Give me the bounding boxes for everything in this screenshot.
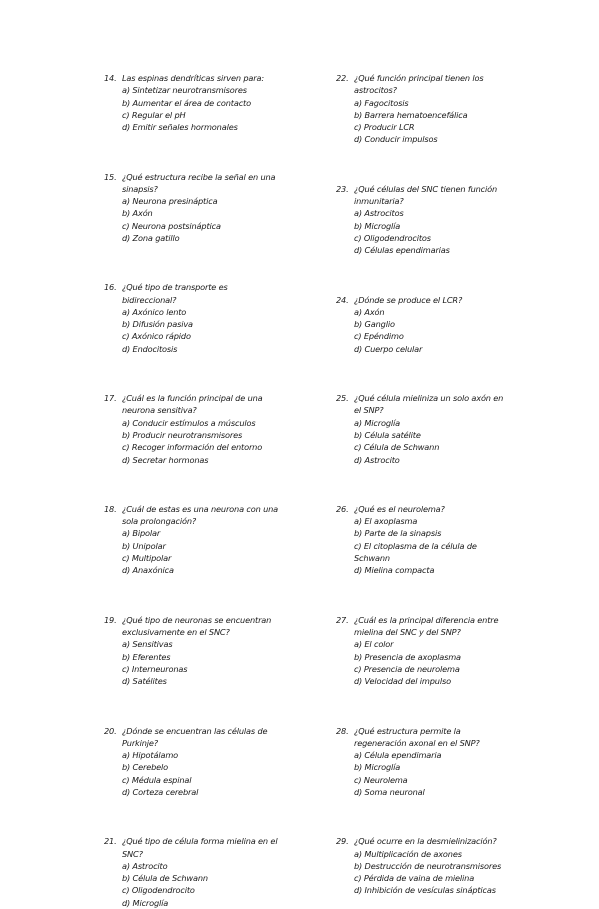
question-body	[122, 171, 324, 245]
answer-option: b) Barrera hematoencefálica	[354, 109, 468, 120]
question-stem-line: neurona sensitiva?	[122, 405, 197, 416]
answer-option: c) Regular el pH	[122, 109, 186, 120]
answer-option: c) Médula espinal	[122, 774, 192, 785]
answer-option: a) Multiplicación de axones	[354, 848, 462, 859]
question-number: 25.	[336, 393, 349, 404]
question-stem-line: ¿Qué células del SNC tienen función	[354, 183, 498, 194]
answer-option: b) Axón	[122, 208, 153, 219]
question-block	[104, 281, 324, 355]
answer-option: d) Secretar hormonas	[122, 454, 209, 465]
answer-option: c) Oligodendrocitos	[354, 232, 431, 243]
question-block	[104, 392, 324, 466]
question-stem-line: mielina del SNC y del SNP?	[354, 626, 461, 637]
question-number: 26.	[336, 503, 349, 514]
answer-option: b) Aumentar el área de contacto	[122, 97, 251, 108]
answer-option: a) Sintetizar neurotransmisores	[122, 85, 247, 96]
answer-option: b) Célula de Schwann	[122, 873, 208, 884]
question-block	[336, 392, 556, 466]
question-block	[336, 614, 556, 688]
answer-option: b) Eferentes	[122, 651, 171, 662]
question-body	[354, 72, 556, 146]
question-block	[104, 503, 324, 577]
question-body	[354, 392, 556, 466]
question-body	[354, 503, 556, 577]
question-number: 20.	[104, 725, 117, 736]
question-body	[354, 183, 556, 257]
question-stem-line: ¿Cuál es la función principal de una	[122, 393, 263, 404]
answer-option: c) Multipolar	[122, 553, 172, 564]
answer-option: c) Pérdida de vaina de mielina	[354, 873, 475, 884]
question-number: 28.	[336, 725, 349, 736]
answer-option: c) Neurolema	[354, 774, 408, 785]
answer-option: a) El color	[354, 639, 394, 650]
question-number: 19.	[104, 614, 117, 625]
question-stem-line: ¿Qué tipo de célula forma mielina en el	[122, 836, 278, 847]
answer-option: a) Célula ependimaria	[354, 750, 442, 761]
answer-option: d) Endocitosis	[122, 343, 178, 354]
question-stem-line: ¿Qué estructura recibe la señal en una	[122, 171, 276, 182]
question-body	[122, 503, 324, 577]
question-body	[122, 392, 324, 466]
question-stem-line: sinapsis?	[122, 183, 158, 194]
answer-option: b) Parte de la sinapsis	[354, 528, 442, 539]
question-block	[336, 835, 556, 896]
question-body	[122, 281, 324, 355]
question-stem-line: ¿Qué tipo de neuronas se encuentran	[122, 614, 272, 625]
question-number: 17.	[104, 393, 117, 404]
question-body	[354, 835, 556, 896]
question-stem-line: SNC?	[122, 848, 143, 859]
question-stem-line: regeneración axonal en el SNP?	[354, 737, 480, 748]
question-stem-line: bidireccional?	[122, 294, 177, 305]
question-body	[122, 835, 324, 909]
question-stem-line: astrocitos?	[354, 85, 397, 96]
answer-option: c) Axónico rápido	[122, 331, 191, 342]
question-body	[122, 614, 324, 688]
question-block	[104, 835, 324, 909]
answer-option: a) Axónico lento	[122, 306, 187, 317]
answer-option: d) Emitir señales hormonales	[122, 122, 238, 133]
answer-option: d) Astrocito	[354, 454, 400, 465]
question-stem-line: exclusivamente en el SNC?	[122, 626, 230, 637]
question-block	[104, 614, 324, 688]
answer-option: d) Células ependimarias	[354, 245, 450, 256]
question-block	[104, 72, 324, 133]
answer-option: d) Velocidad del impulso	[354, 676, 451, 687]
question-block	[104, 171, 324, 245]
answer-option: b) Producir neurotransmisores	[122, 429, 243, 440]
question-block	[336, 294, 556, 355]
answer-option: d) Microglía	[122, 897, 169, 908]
question-stem-line: Purkinje?	[122, 737, 159, 748]
answer-option: d) Cuerpo celular	[354, 343, 423, 354]
answer-option: c) Recoger información del entorno	[122, 442, 263, 453]
answer-option: d) Mielina compacta	[354, 565, 435, 576]
question-stem-line: ¿Qué estructura permite la	[354, 725, 461, 736]
question-stem-line: ¿Cuál es la principal diferencia entre	[354, 614, 499, 625]
question-block	[336, 183, 556, 257]
question-number: 14.	[104, 73, 117, 83]
answer-option: a) Sensitivas	[122, 639, 173, 650]
answer-option: a) El axoplasma	[354, 516, 418, 527]
answer-option: d) Anaxónica	[122, 565, 174, 576]
answer-option: c) El citoplasma de la célula de	[354, 540, 477, 551]
answer-option: c) Oligodendrocito	[122, 885, 195, 896]
answer-option: b) Presencia de axoplasma	[354, 651, 461, 662]
question-body	[354, 725, 556, 799]
question-number: 23.	[336, 183, 349, 194]
question-stem-line: ¿Qué es el neurolema?	[354, 503, 445, 514]
answer-option: d) Corteza cerebral	[122, 786, 199, 797]
answer-option: c) Interneuronas	[122, 663, 188, 674]
question-stem-line: ¿Cuál de estas es una neurona con una	[122, 503, 279, 514]
question-stem-line: ¿Qué ocurre en la desmielinización?	[354, 836, 497, 847]
question-block	[336, 72, 556, 146]
question-number: 29.	[336, 836, 349, 847]
answer-option: d) Zona gatillo	[122, 232, 180, 243]
answer-option: a) Fagocitosis	[354, 97, 409, 108]
question-stem-line: ¿Dónde se encuentran las células de	[122, 725, 268, 736]
question-stem-line: ¿Qué célula mieliniza un solo axón en	[354, 393, 504, 404]
question-stem-line: ¿Qué función principal tienen los	[354, 73, 484, 83]
answer-option: b) Cerebelo	[122, 762, 169, 773]
question-number: 22.	[336, 73, 349, 83]
answer-option: d) Conducir impulsos	[354, 134, 438, 145]
answer-option: d) Soma neuronal	[354, 786, 425, 797]
question-block	[336, 725, 556, 799]
question-stem-line: ¿Qué tipo de transporte es	[122, 282, 228, 293]
answer-option: a) Conducir estímulos a músculos	[122, 417, 256, 428]
question-body	[354, 614, 556, 688]
answer-option: a) Microglía	[354, 417, 400, 428]
question-body	[122, 72, 324, 133]
question-body	[354, 294, 556, 355]
answer-option: a) Axón	[354, 306, 385, 317]
answer-option: d) Inhibición de vesículas sinápticas	[354, 885, 496, 896]
answer-option: a) Astrocitos	[354, 208, 404, 219]
answer-option: c) Célula de Schwann	[354, 442, 440, 453]
question-body	[122, 725, 324, 799]
answer-option: c) Presencia de neurolema	[354, 663, 460, 674]
question-number: 16.	[104, 282, 117, 293]
question-stem-line: Las espinas dendríticas sirven para:	[122, 73, 264, 83]
answer-option: b) Destrucción de neurotransmisores	[354, 860, 502, 871]
answer-option: a) Bipolar	[122, 528, 161, 539]
question-block	[104, 725, 324, 799]
answer-option: a) Astrocito	[122, 860, 168, 871]
question-number: 18.	[104, 503, 117, 514]
answer-option: b) Difusión pasiva	[122, 319, 193, 330]
answer-option: a) Neurona presináptica	[122, 196, 218, 207]
answer-option: a) Hipotálamo	[122, 750, 179, 761]
answer-option: b) Célula satélite	[354, 429, 421, 440]
answer-option: b) Microglía	[354, 220, 401, 231]
answer-option: b) Microglía	[354, 762, 401, 773]
answer-option: d) Satélites	[122, 676, 167, 687]
question-stem-line: el SNP?	[354, 405, 384, 416]
question-number: 15.	[104, 171, 117, 182]
answer-option: c) Neurona postsináptica	[122, 220, 221, 231]
answer-option: b) Ganglio	[354, 319, 395, 330]
question-number: 27.	[336, 614, 349, 625]
answer-option: c) Epéndimo	[354, 331, 404, 342]
question-number: 21.	[104, 836, 117, 847]
answer-option: c) Producir LCR	[354, 122, 415, 133]
question-number: 24.	[336, 294, 349, 305]
question-stem-line: ¿Dónde se produce el LCR?	[354, 294, 463, 305]
answer-option: b) Unipolar	[122, 540, 166, 551]
question-stem-line: sola prolongación?	[122, 516, 197, 527]
question-block	[336, 503, 556, 577]
question-stem-line: inmunitaria?	[354, 196, 404, 207]
answer-option: Schwann	[354, 553, 390, 564]
